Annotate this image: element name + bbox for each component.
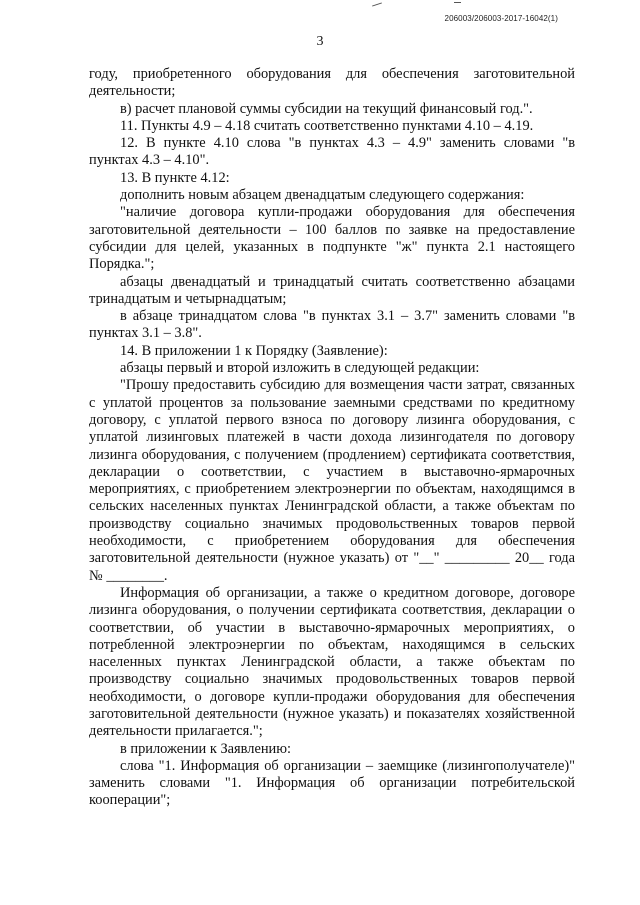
scan-artifact [454, 2, 461, 3]
paragraph: в приложении к Заявлению: [120, 740, 291, 757]
paragraph: в абзаце тринадцатом слова "в пунктах 3.1 – 3.7" заменить словами "в пунктах 3.1 – 3.8". [89, 308, 575, 342]
document-id: 206003/206003-2017-16042(1) [444, 14, 558, 23]
paragraph: абзацы двенадцатый и тринадцатый считать соответственно абзацами тринадцатым и четырнадцатым; [89, 273, 575, 307]
paragraph: 14. В приложении 1 к Порядку (Заявление): [120, 342, 388, 359]
paragraph: 13. В пункте 4.12: [120, 169, 230, 186]
quoted-paragraph: Информация об организации, а также о кредитном договоре, договоре лизинга оборудования, о получении сертификата соответствия, декларации о соответствии, об участии в выставочно-ярмарочных мероприятиях, о потребленной электроэнергии по объектам, находящимся в сельских населенных пунктах Ленинградской области, а также объектам по производству социально значимых продовольственных товаров первой необходимости, о договоре купли-продажи оборудования для обеспечения заготовительной деятельности (нужное указать) и показателях хозяйственной деятельности прилагается."; [89, 584, 575, 740]
paragraph: 12. В пункте 4.10 слова "в пунктах 4.3 – 4.9" заменить словами "в пунктах 4.3 – 4.10". [89, 135, 575, 169]
page-number: 3 [316, 34, 324, 49]
paragraph: слова "1. Информация об организации – заемщике (лизингополучателе)" заменить словами "1. Информация об организации потребительской кооперации"; [89, 757, 575, 809]
paragraph: абзацы первый и второй изложить в следующей редакции: [120, 360, 480, 377]
paragraph: дополнить новым абзацем двенадцатым следующего содержания: [120, 187, 525, 204]
quoted-paragraph: "наличие договора купли-продажи оборудования для обеспечения заготовительной деятельности – 100 баллов по заявке на предоставление субсидии для целей, указанных в подпункте "ж" пункта 2.1 настоящего Порядка."; [89, 204, 575, 273]
paragraph: 11. Пункты 4.9 – 4.18 считать соответственно пунктами 4.10 – 4.19. [120, 117, 534, 134]
paragraph: в) расчет плановой суммы субсидии на текущий финансовый год.". [120, 100, 533, 117]
quoted-paragraph: "Прошу предоставить субсидию для возмещения части затрат, связанных с уплатой процентов за пользование заемными средствами по кредитному договору, с уплатой первого взноса по договору лизинга оборудования, с уплатой лизинговых платежей в части дохода лизингодателя по договору лизинга оборудования, с получением (продлением) сертификата соответствия, декларации о соответствии, с участием в выставочно-ярмарочных мероприятиях, с приобретением электроэнергии по объектам, находящимся в сельских населенных пунктах Ленинградской области, а также объектам по производству социально значимых продовольственных товаров первой необходимости, с приобретением оборудования для обеспечения заготовительной деятельности (нужное указать) от "__" _________ 20__ года № ________. [89, 377, 575, 584]
document-body [89, 66, 575, 810]
scan-artifact [372, 2, 382, 6]
paragraph: году, приобретенного оборудования для обеспечения заготовительной деятельности; [89, 66, 575, 100]
